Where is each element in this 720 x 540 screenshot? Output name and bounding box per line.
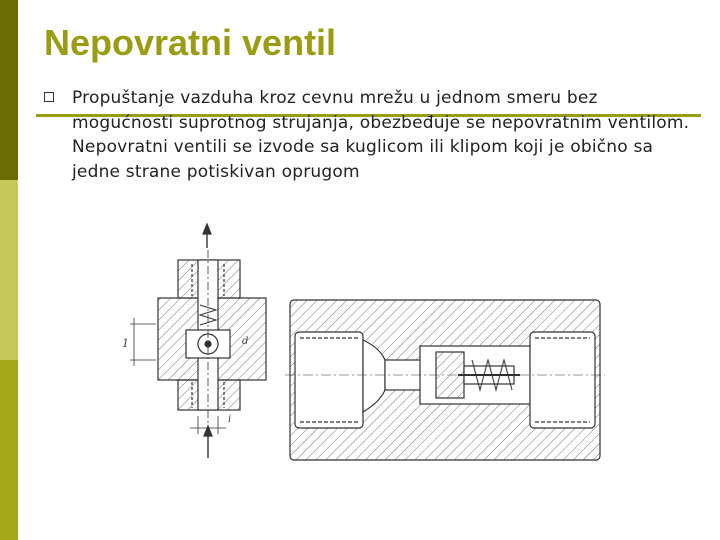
square-bullet-icon — [44, 92, 54, 102]
dimension-label-1: 1 — [122, 337, 129, 350]
sidebar-block-mid — [0, 360, 18, 540]
valve-diagrams — [100, 220, 620, 470]
piston-check-valve-drawing — [285, 300, 605, 460]
slide-title: Nepovratni ventil — [44, 22, 337, 63]
dimension-label-d: d — [242, 336, 249, 347]
bullet-text: Propuštanje vazduha kroz cevnu mrežu u jednom smeru bez mogućnosti suprotnog strujanja, obezbeđuje se nepovratnim ventilom. Nepovratni ventili se izvode sa kuglicom ili klipom koji je obično sa jedne strane potiskivan oprugom — [72, 88, 690, 182]
dimension-label-i: i — [228, 414, 232, 425]
sidebar-decoration — [0, 0, 18, 540]
sidebar-block-dark — [0, 0, 18, 180]
sidebar-block-light — [0, 180, 18, 360]
